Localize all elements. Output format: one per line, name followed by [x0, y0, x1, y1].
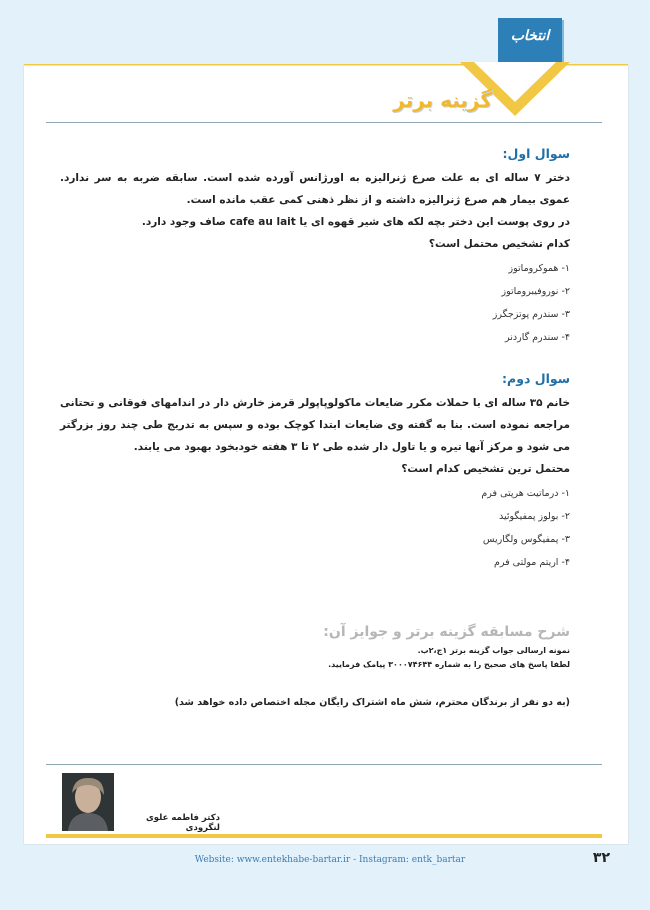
author-photo: [62, 773, 114, 831]
question-2: [60, 371, 570, 574]
question-2-prompt: محتمل ترین تشخیص کدام است؟: [401, 463, 570, 475]
footer-divider: [46, 764, 602, 765]
header-divider: [46, 122, 602, 123]
question-2-options: [60, 482, 570, 574]
author-name: دکتر فاطمه علوی لنگرودی: [146, 813, 220, 833]
contest-sms-line: لطفا پاسخ های صحیح را به شماره ۳۰۰۰۷۴۶۴۴ پیامک فرمایید.: [328, 660, 570, 669]
logo-text: انتخاب: [510, 28, 550, 44]
option-item: ۳- سندرم پوتزجگرز: [492, 309, 570, 320]
contest-section: [170, 624, 570, 672]
option-item: ۱- درماتیت هرپتی فرم: [481, 488, 570, 499]
question-1-options: [60, 257, 570, 349]
option-item: ۳- پمفیگوس ولگاریس: [482, 534, 570, 545]
question-1-text: دختر ۷ ساله ای به علت صرع ژنرالیزه به اورژانس آورده شده است. سابقه ضربه به سر ندارد. عموی بیمار هم صرع ژنرالیزه داشته و از نظر ذهنی کمی عقب مانده است.: [60, 172, 570, 206]
option-item: ۴- سندرم گاردنر: [505, 332, 570, 343]
option-item: ۲- بولوز پمفیگوئید: [499, 511, 570, 522]
option-item: ۴- اریتم مولتی فرم: [494, 557, 570, 568]
question-1: [60, 146, 570, 349]
question-1-text-2: در روی پوست این دختر بچه لکه های شیر قهوه ای یا cafe au lait صاف وجود دارد.: [141, 216, 570, 228]
option-item: ۲- نوروفیبروماتوز: [501, 286, 570, 297]
option-item: ۱- هموکروماتوز: [508, 263, 570, 274]
contest-title: شرح مسابقه گزینه برتر و جوایز آن:: [323, 624, 570, 640]
question-2-text: خانم ۳۵ ساله ای با حملات مکرر ضایعات ماکولوپاپولر قرمز خارش دار در اندامهای فوقانی و تحتانی مراجعه نموده است. بنا به گفته وی ضایعات ابتدا کوچک بوده و سپس به تدریج طی چند روز بزرگتر می شود و مرکز آنها تیره و یا تاول دار شده طی ۲ تا ۳ هفته خودبخود بهبود می یابند.: [60, 397, 571, 453]
footer-website: Website: www.entekhabe-bartar.ir - Instagram: entk_bartar: [194, 855, 466, 865]
bottom-gold-bar: [46, 834, 602, 838]
page-number: ۳۲: [592, 850, 610, 866]
prize-note: (به دو نفر از برندگان محترم، شش ماه اشتراک رایگان مجله اختصاص داده خواهد شد): [174, 697, 570, 708]
question-1-prompt: کدام تشخیص محتمل است؟: [428, 238, 570, 250]
section-title: گزینه برتر: [393, 88, 492, 112]
question-2-title: سوال دوم:: [502, 371, 570, 386]
contest-sample-line: نمونه ارسالی جواب گزینه برتر ۱ج،۲ب.: [417, 646, 570, 655]
avatar-icon: [62, 773, 114, 831]
question-1-title: سوال اول:: [502, 146, 570, 161]
questions-content: [60, 146, 570, 574]
